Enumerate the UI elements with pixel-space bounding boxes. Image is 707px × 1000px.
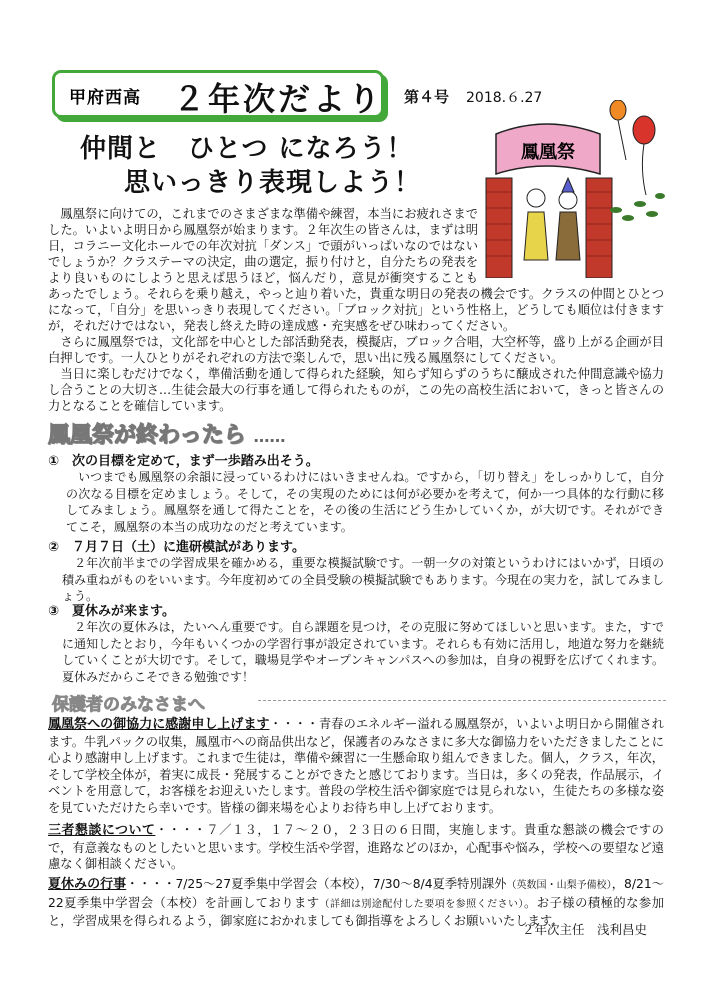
signature: ２年次主任 浅利昌史	[521, 922, 647, 937]
intro-section	[48, 206, 664, 414]
intro-text: 鳳凰祭に向けての，これまでのさまざまな準備や練習，本当にお疲れさまでした。いよいよ明日から鳳凰祭が始まります。２年次生の皆さんは，まずは明日，コラニー文化ホールでの年次対抗「ダンス」で頭がいっぱいなのではないでしょうか？クラステーマの決定，曲の選定，振り付けと，自分たちの発表をより良いものにしようと思えば思うほど，悩んだり，意見が衝突することもあったでしょう。それらを乗り越え，やっと辿り着いた，貴重な明日の発表の機会です。クラスの仲間とひとつになって，「自分」を思いっきり表現してください。「ブロック対抗」という性格上，どうしても順位は付きますが，それだけではない，発表し終えた時の達成感・充実感をぜひ味わってください。 さらに鳳凰祭では，文化部を中心とした部活動発表，模擬店，ブロック合唱，大空杯等，盛り上がる企画が目白押しです。一人ひとりがそれぞれの方法で楽しんで，思い出に残る鳳凰祭にしてください。 当日に楽しむだけでなく，準備活動を通して得られた経験，知らず知らずのうちに醸成された仲間意識や協力し合うことの大切さ…生徒会最大の行事を通して得られたものが，この先の高校生活において，きっと皆さんの力となることを確信しています。	[48, 207, 664, 413]
balloon-orange	[610, 100, 626, 120]
section1-item-2	[48, 536, 664, 605]
notice-3-body-b: ，8/21～22夏季集中学習会（本校）を計画しております	[48, 877, 664, 910]
item-1-heading: ① 次の目標を定めて，まず一歩踏み出そう。	[48, 454, 319, 469]
notice-1-lead: 鳳凰祭への御協力に感謝申し上げます	[48, 717, 270, 732]
school-name: 甲府西高	[69, 88, 141, 108]
issue-number: 第４号	[404, 88, 450, 106]
section1-dots: ……	[253, 427, 286, 446]
newsletter-title-box	[52, 70, 384, 118]
notice-2-body: ・・・・７／１３，１７～２０，２３日の６日間，実施します。貴重な懇談の機会ですので，有意義なものとしたいと思います。学校生活や学習，進路などのほか，心配事や悩み，学校への要望など遠慮なく御相談ください。	[48, 823, 664, 871]
illustration-float-spacer	[478, 206, 664, 284]
section2-heading: 保護者のみなさまへ	[52, 695, 205, 715]
notice-3-small-b: （詳細は別途配付した要項を参照ください）	[319, 898, 524, 910]
notice-1	[48, 716, 664, 816]
headline-line2: 思いっきり表現しよう！	[124, 168, 422, 198]
notice-2	[48, 822, 664, 873]
section2-divider	[258, 700, 666, 701]
notice-3-lead: 夏休みの行事	[48, 877, 127, 892]
item-2-body: ２年次前半までの学習成果を確かめる，重要な模擬試験です。一朝一夕の対策というわけにはいかず，日頃の積み重ねがものをいいます。今年度初めての全員受験の模擬試験でもあります。今現在の実力を，試してみましょう。	[62, 556, 664, 603]
notice-3-body-c: 。お子様の積極的な参加と，学習成果を得られるよう，御家庭におかれましても御指導をよろしくお願いいたします。	[48, 895, 664, 928]
section1-heading	[48, 418, 285, 449]
notice-3-small-a: （英数国・山梨予備校）	[506, 880, 612, 891]
festival-sign-text: 鳳凰祭	[521, 142, 575, 163]
person-left-head	[527, 189, 545, 207]
notice-1-body: ・・・・青春のエネルギー溢れる鳳凰祭が，いよいよ明日から開催されます。牛乳パックの収集，鳳凰市への商品供出など，保護者のみなさまに多大な御協力をいただきましたことに心より感謝申し上げます。これまで生徒は，準備や練習に一生懸命取り組んできました。個人，クラス，年次，そして学校全体が，着実に成長・発展することができたと感じております。当日は，多くの発表，作品展示，イベントを用意して，お客様をお迎えいたします。普段の学校生活や御家庭では見られない，生徒たちの多様な姿を見ていただけたら幸いです。皆様の御来場を心よりお待ち申し上げております。	[48, 717, 664, 815]
section1-item-3	[48, 600, 664, 685]
item-2-heading: ② ７月７日（土）に進研模試があります。	[48, 540, 305, 555]
issue-date: 2018.６.27	[466, 90, 543, 106]
notice-2-lead: 三者懇談について	[48, 823, 156, 838]
section1-title: 鳳凰祭が終わったら	[48, 423, 246, 448]
item-3-heading: ③ 夏休みが来ます。	[48, 604, 175, 619]
notice-3-body-a: ・・・・7/25～27夏季集中学習会（本校），7/30～8/4夏季特別課外	[126, 877, 507, 891]
newsletter-title: ２年次だより	[173, 80, 384, 118]
balloon-red	[633, 116, 655, 144]
headline-line1: 仲間と ひとつ になろう！	[80, 134, 414, 164]
item-1-body: いつまでも鳳凰祭の余韻に浸っているわけにはいきませんね。ですから，「切り替え」をしっかりして，自分の次なる目標を定めましょう。そして，その実現のためには何が必要かを考えて，何か一つ具体的な行動に移してみましょう。鳳凰祭を通して得たことを，その後の生活にどう生かしていくか，が大切です。それができてこそ，鳳凰祭の本当の成功なのだと考えています。	[66, 470, 664, 534]
section1-item-1	[48, 450, 664, 535]
item-3-body: ２年次の夏休みは，たいへん重要です。自ら課題を見つけ，その克服に努めてほしいと思います。また，すでに通知したとおり，今年もいくつかの学習行事が設定されています。それらも有効に活用し，地道な努力を継続していくことが大切です。そして，職場見学やオープンキャンパスへの参加は，自身の視野を広げてくれます。夏休みだからこそできる勉強です！	[62, 620, 664, 684]
